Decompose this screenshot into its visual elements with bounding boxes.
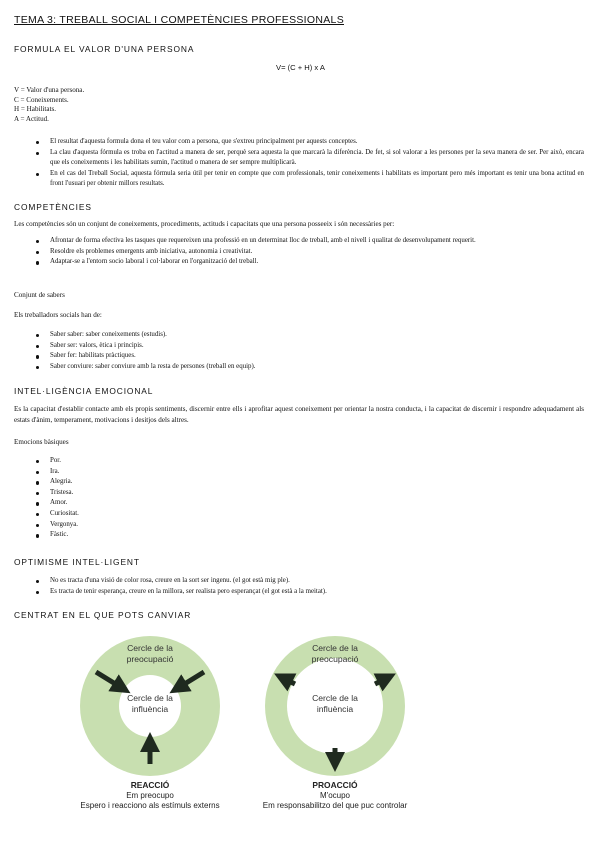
- variables-list: [14, 86, 84, 124]
- competencies-intro: Les competències són un conjunt de coneixements, procediments, actituds i capacitats que una persona posseeix i són necessàries per:: [14, 220, 395, 228]
- list-item: Saber fer: habilitats pràctiques.: [36, 351, 584, 362]
- list-item: Alegria.: [36, 477, 584, 488]
- caption-line: Em responsabilitzo del que puc controlar: [262, 801, 408, 810]
- inner-label-reaction: Cercle de la influència: [127, 693, 173, 714]
- variable-line: V = Valor d'una persona.: [14, 86, 85, 94]
- section-heading-intelligence: INTEL·LIGÈNCIA EMOCIONAL: [14, 386, 154, 396]
- competencies-bullets: [36, 236, 584, 268]
- list-item: Por.: [36, 456, 584, 467]
- optimism-bullets: [36, 576, 584, 597]
- caption-line: Espero i reacciono als estímuls externs: [80, 801, 220, 810]
- document-title: TEMA 3: TREBALL SOCIAL I COMPETÈNCIES PROFESSIONALS: [14, 14, 344, 26]
- list-item: En el cas del Treball Social, aquesta fórmula seria útil per tenir en compte que com professionals, tenir coneixements i habilitats es important pero més important es tenir una bona actitud en front l'usuari per obtenir millors resultats.: [36, 169, 584, 190]
- variable-line: A = Actitud.: [14, 114, 49, 123]
- variable-line: H = Habilitats.: [14, 105, 57, 114]
- emotions-list: [36, 456, 584, 541]
- caption-proaction: [245, 780, 425, 812]
- list-item: Adaptar-se a l'entorn socio laboral i col·laborar en l'organització del treball.: [36, 257, 584, 268]
- caption-title: REACCIÓ: [130, 780, 170, 790]
- formula: V= (C + H) x A: [276, 63, 325, 72]
- list-item: Vergonya.: [36, 520, 584, 531]
- list-item: Saber conviure: saber conviure amb la resta de persones (treball en equip).: [36, 362, 584, 373]
- list-item: Afrontar de forma efectiva les tasques que requereixen una professió en un determinat lloc de treball, amb el nivell i qualitat de desenvolupament requerit.: [36, 236, 584, 247]
- list-item: Saber saber: saber coneixements (estudis).: [36, 330, 584, 341]
- intelligence-paragraph: Es la capacitat d'establir contacte amb els propis sentiments, discernir entre ells i aprofitar aquest coneixement per orientar la nostra conducta, i la capacitat de discernir i respondre adequadament als estats d'ànim, temperament, motivacions i desitjos dels altres.: [14, 405, 584, 424]
- list-item: La clau d'aquesta fórmula es troba en l'actitud a manera de ser, perquè sera aquesta la que marcarà la diferència. De fet, si sol valorar a les persones per la seva manera de ser. Per això, encara que els coneixements i les habilitats sumin, l'actitud o manera de ser sempre multiplicarà.: [36, 148, 584, 169]
- caption-line: M'ocupo: [320, 790, 350, 800]
- list-item: Fàstic.: [36, 530, 584, 541]
- section-heading-formula: FORMULA EL VALOR D'UNA PERSONA: [14, 44, 195, 54]
- formula-bullets: [36, 137, 584, 190]
- outer-label-reaction: Cercle de la preocupació: [126, 643, 174, 664]
- list-item: No es tracta d'una visió de color rosa, creure en la sort ser ingenu. (el got està mig ple).: [36, 576, 584, 587]
- list-item: Curiositat.: [36, 509, 584, 520]
- list-item: Ira.: [36, 467, 584, 478]
- outer-label-proaction: Cercle de la preocupació: [311, 643, 359, 664]
- section-heading-optimism: OPTIMISME INTEL·LIGENT: [14, 557, 140, 567]
- subheading-emotions: Emocions bàsiques: [14, 438, 69, 446]
- caption-reaction: [60, 780, 240, 812]
- section-heading-competencies: COMPETÈNCIES: [14, 202, 92, 212]
- circles-diagram: [80, 634, 560, 814]
- subheading-sabers: Conjunt de sabers: [14, 291, 65, 299]
- sabers-intro: Els treballadors socials han de:: [14, 311, 102, 319]
- list-item: Resoldre els problemes emergents amb iniciativa, autonomia i creativitat.: [36, 247, 584, 258]
- caption-line: Em preocupo: [126, 790, 174, 800]
- caption-title: PROACCIÓ: [312, 780, 358, 790]
- list-item: El resultat d'aquesta formula dona el teu valor com a persona, que s'extreu principalment per aquests conceptes.: [36, 137, 584, 148]
- section-heading-focus: CENTRAT EN EL QUE POTS CANVIAR: [14, 610, 192, 620]
- sabers-list: [36, 330, 584, 372]
- list-item: Amor.: [36, 498, 584, 509]
- list-item: Tristesa.: [36, 488, 584, 499]
- variable-line: C = Coneixements.: [14, 95, 69, 104]
- list-item: Es tracta de tenir esperança, creure en la millora, ser realista pero esperançat (el got està a la meitat).: [36, 587, 584, 598]
- inner-label-proaction: Cercle de la influència: [312, 693, 358, 714]
- list-item: Saber ser: valors, ètica i principis.: [36, 341, 584, 352]
